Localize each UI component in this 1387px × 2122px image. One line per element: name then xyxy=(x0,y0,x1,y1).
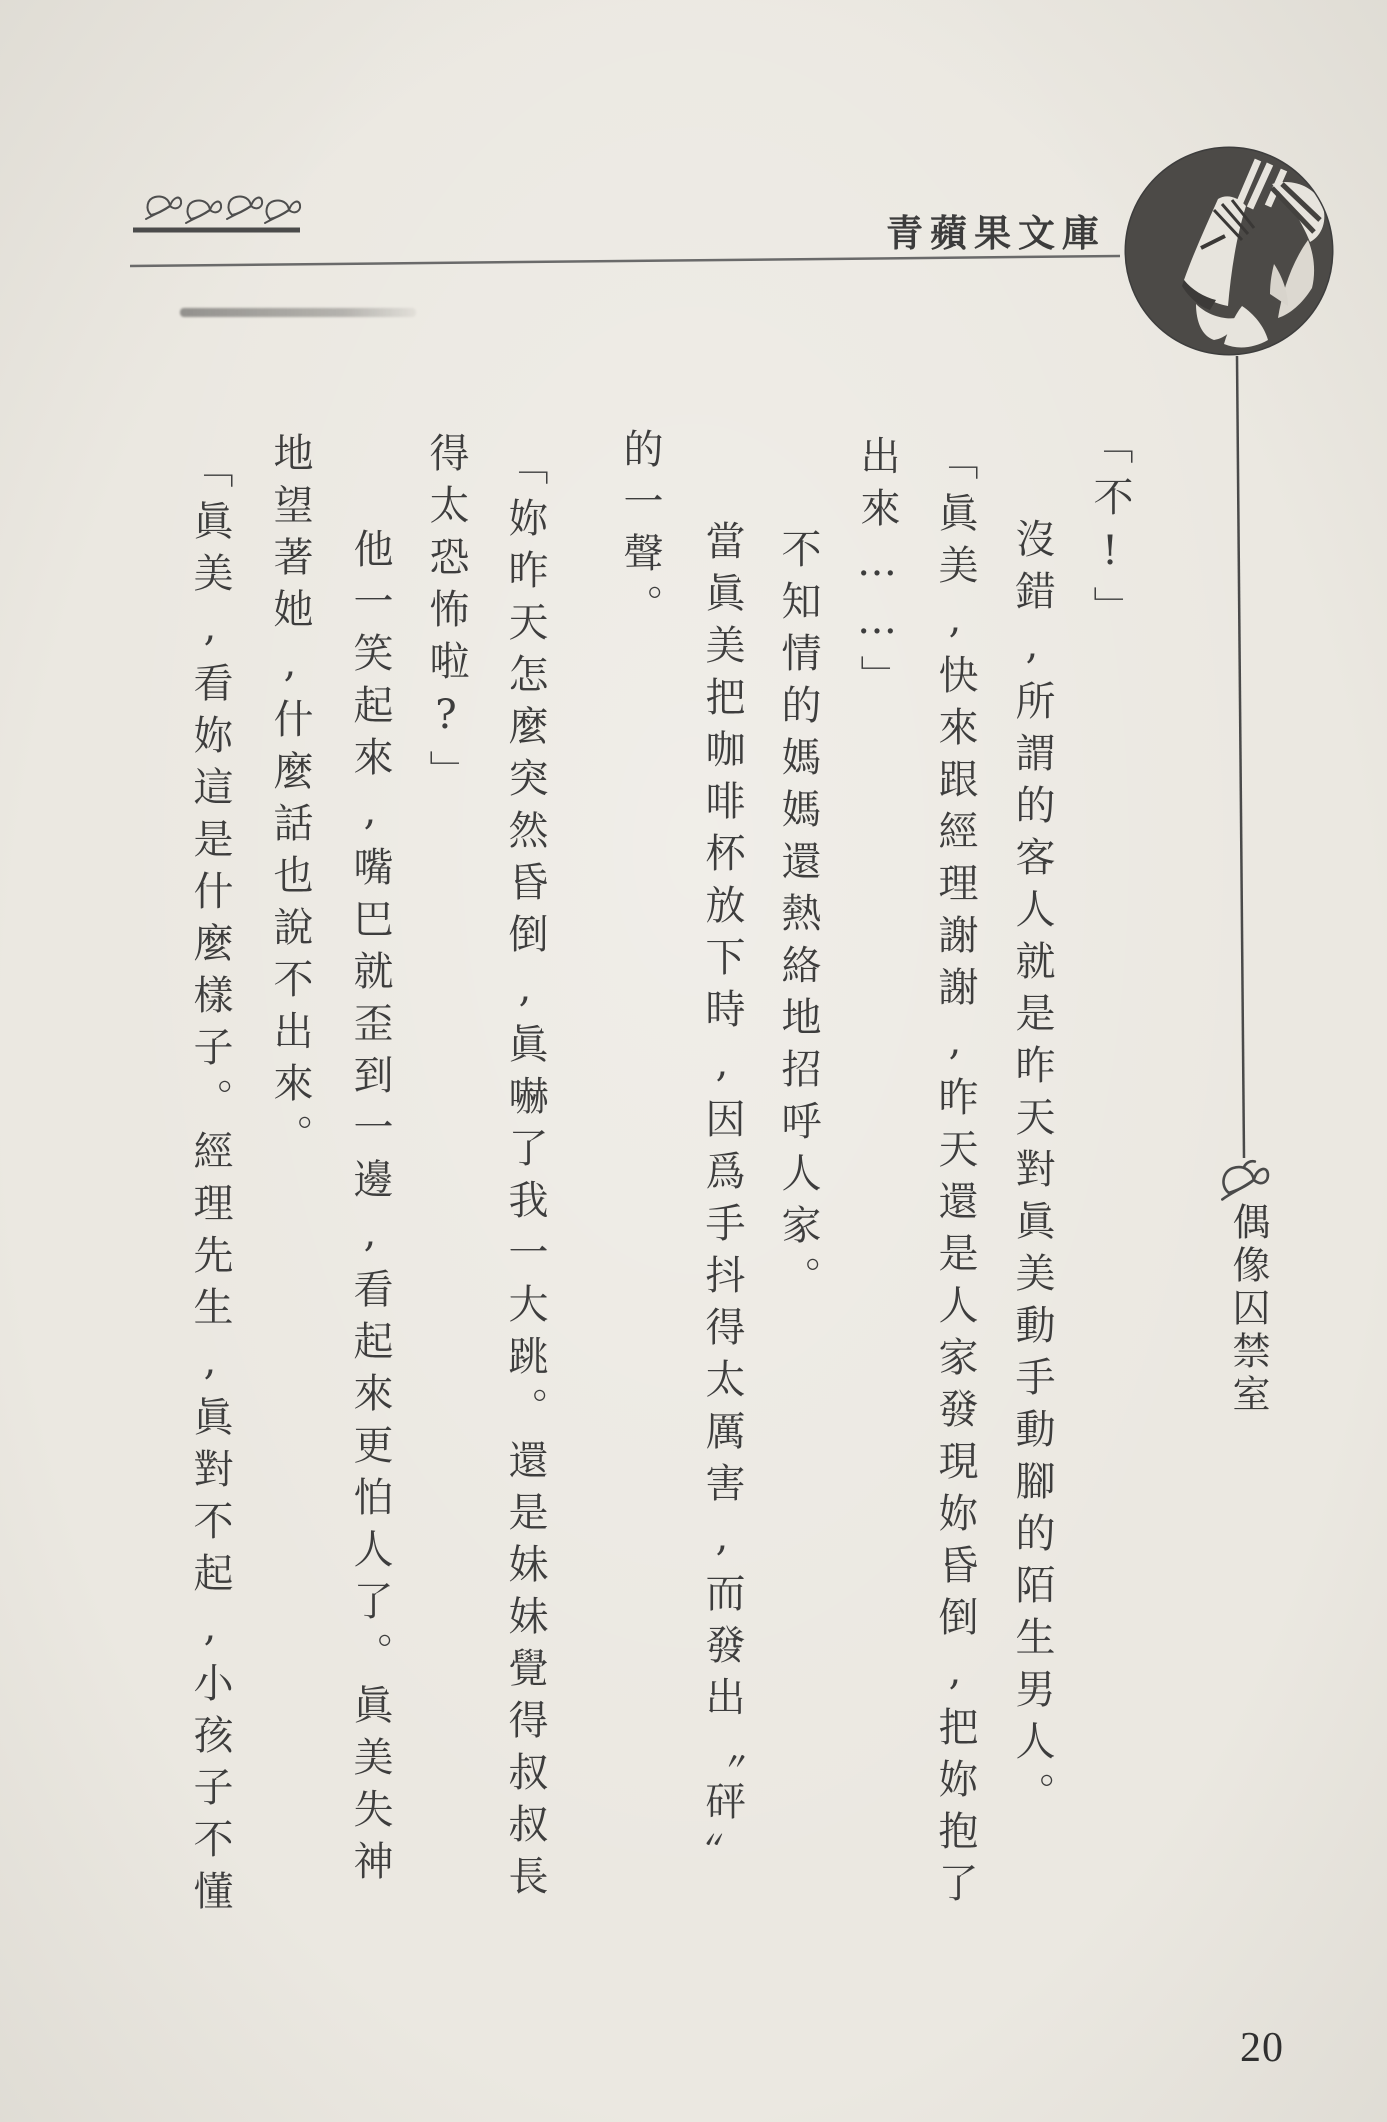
series-title-vertical: 偶像囚禁室 xyxy=(1226,1202,1270,1417)
leaf-ornament-icon xyxy=(224,188,264,224)
leaf-ornament-icon xyxy=(262,192,302,228)
scan-artifact-streak xyxy=(180,308,416,317)
text-column-9: 得太恐怖啦?」 xyxy=(423,432,469,802)
text-column-8: 「妳昨天怎麼突然昏倒,眞嚇了我一大跳。還是妹妹覺得叔叔長 xyxy=(502,445,548,1907)
text-column-7: 的一聲。 xyxy=(617,428,663,636)
page-number: 20 xyxy=(1240,2025,1284,2071)
leaf-ornament-icon xyxy=(183,192,223,228)
manga-portrait-medallion xyxy=(1122,144,1336,358)
text-column-2: 沒錯,所謂的客人就是昨天對眞美動手動腳的陌生男人。 xyxy=(1009,518,1055,1824)
text-column-5: 不知情的媽媽還熱絡地招呼人家。 xyxy=(775,528,821,1308)
text-column-3: 「眞美,快來跟經理謝謝,昨天還是人家發現妳昏倒,把妳抱了 xyxy=(932,440,978,1914)
text-column-12: 「眞美,看妳這是什麼樣子。經理先生,眞對不起,小孩子不懂 xyxy=(187,448,233,1922)
text-column-6: 當眞美把咖啡杯放下時,因爲手抖得太厲害,而發出〝砰〞 xyxy=(699,520,745,1884)
leaf-ornament-icon xyxy=(1218,1158,1270,1204)
library-imprint-label: 青蘋果文庫 xyxy=(886,212,1106,255)
text-column-4: 出來……」 xyxy=(854,435,900,707)
text-column-10: 他一笑起來,嘴巴就歪到一邊,看起來更怕人了。眞美失神 xyxy=(347,528,393,1892)
portrait-stem-line xyxy=(1237,356,1244,1158)
text-column-1: 「不!」 xyxy=(1087,424,1133,638)
leaf-ornament-icon xyxy=(143,188,183,224)
header-rule-line xyxy=(130,256,1120,266)
text-column-11: 地望著她,什麼話也說不出來。 xyxy=(267,432,313,1166)
